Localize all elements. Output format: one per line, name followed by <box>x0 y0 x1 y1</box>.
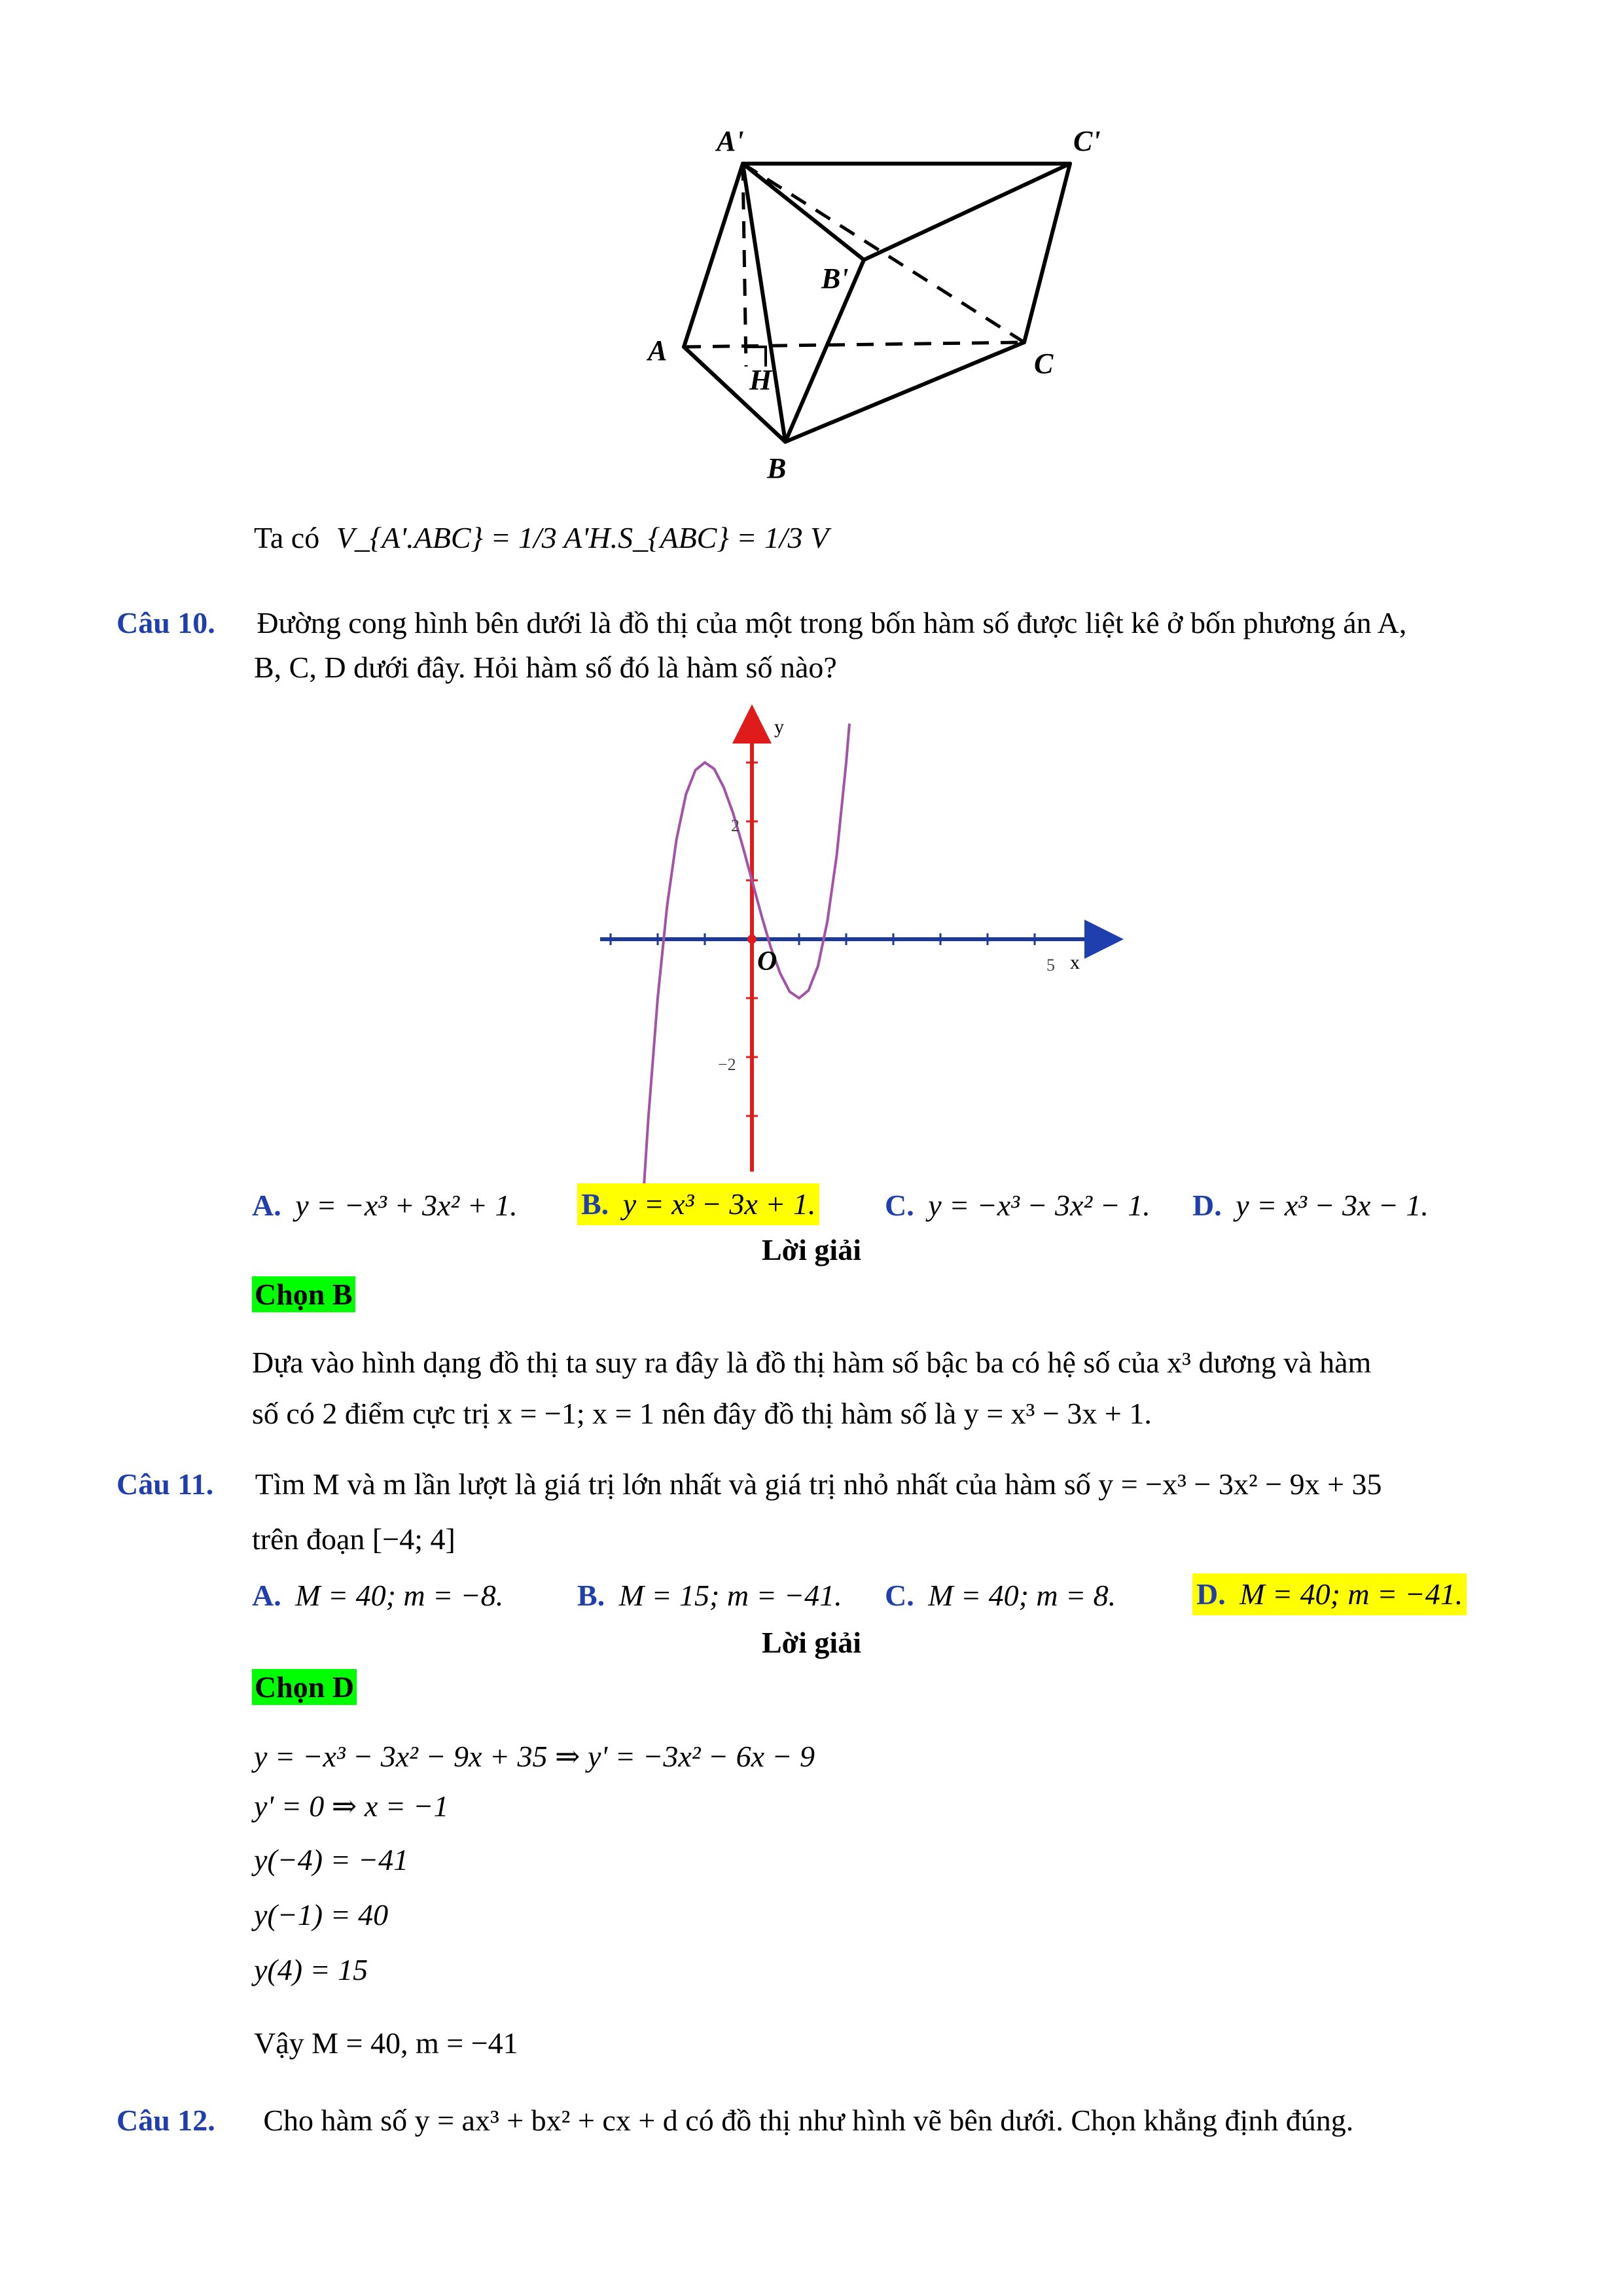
q12-line <box>116 2101 1353 2140</box>
q10-option-b[interactable] <box>577 1183 819 1225</box>
y-axis-label: y <box>774 716 784 738</box>
q11-option-c[interactable] <box>885 1576 1116 1615</box>
q11-label: Câu 11. <box>116 1467 214 1501</box>
q10-choice <box>252 1275 355 1314</box>
q10-option-a[interactable] <box>252 1186 518 1225</box>
q11-solution-title: Lời giải <box>762 1626 861 1659</box>
edge-cp-c <box>1024 164 1070 342</box>
label-B-prime: B' <box>821 262 849 295</box>
q11-option-b-label: B. <box>577 1579 605 1612</box>
x-axis-label: x <box>1070 952 1080 973</box>
q12-label: Câu 12. <box>116 2104 215 2137</box>
q11-text-line1: Tìm M và m lần lượt là giá trị lớn nhất và giá trị nhỏ nhất của hàm số y = −x³ − 3x² − 9x + 35 <box>255 1467 1382 1501</box>
q11-step-3: y(−4) = −41 <box>254 1843 409 1876</box>
label-A-prime: A' <box>717 125 744 157</box>
edge-a-c-dashed <box>684 342 1024 347</box>
q11-option-d[interactable] <box>1192 1573 1467 1615</box>
q11-choice <box>252 1668 357 1707</box>
q11-conclusion: Vậy M = 40, m = −41 <box>254 2026 518 2060</box>
q10-option-a-label: A. <box>252 1189 281 1222</box>
q12-text: Cho hàm số y = ax³ + bx² + cx + d có đồ thị như hình vẽ bên dưới. Chọn khẳng định đúng. <box>263 2104 1354 2137</box>
q10-choice-badge: Chọn B <box>252 1276 355 1312</box>
q10-option-c-text: y = −x³ − 3x² − 1. <box>928 1189 1150 1222</box>
volume-expression: V_{A'.ABC} = 1/3 A'H.S_{ABC} = 1/3 V <box>336 521 829 554</box>
q11-option-b[interactable] <box>577 1576 842 1615</box>
q10-explain-line2: số có 2 điểm cực trị x = −1; x = 1 nên đây đồ thị hàm số là y = x³ − 3x + 1. <box>252 1397 1152 1430</box>
q11-option-c-label: C. <box>885 1579 914 1612</box>
q11-step-1: y = −x³ − 3x² − 9x + 35 ⇒ y' = −3x² − 6x − 9 <box>254 1740 815 1773</box>
q11-option-a-label: A. <box>252 1579 281 1612</box>
q10-option-b-text: y = x³ − 3x + 1. <box>622 1187 816 1221</box>
tick-label-y-neg2: −2 <box>718 1055 736 1074</box>
edge-ap-a <box>684 164 743 347</box>
label-C: C <box>1034 348 1054 380</box>
q10-option-d[interactable] <box>1192 1186 1429 1225</box>
q10-line1 <box>116 603 1406 643</box>
q11-choice-badge: Chọn D <box>252 1669 357 1705</box>
origin-point <box>747 935 757 944</box>
q10-label: Câu 10. <box>116 606 215 639</box>
edge-ap-bp <box>743 164 864 260</box>
q10-text-line1: Đường cong hình bên dưới là đồ thị của một trong bốn hàm số được liệt kê ở bốn phương án A, <box>257 606 1407 639</box>
edge-ap-c-dashed <box>743 164 1024 342</box>
q10-option-d-label: D. <box>1192 1189 1222 1222</box>
q11-option-d-text: M = 40; m = −41. <box>1240 1577 1463 1611</box>
tick-label-x-5: 5 <box>1046 956 1055 975</box>
q10-option-c[interactable] <box>885 1186 1150 1225</box>
q11-option-a-text: M = 40; m = −8. <box>295 1579 504 1612</box>
q11-option-a[interactable] <box>252 1576 503 1615</box>
q10-option-d-text: y = x³ − 3x − 1. <box>1236 1189 1429 1222</box>
tick-label-y-2: 2 <box>731 816 740 835</box>
label-A: A <box>648 334 668 367</box>
origin-label: O <box>757 946 777 977</box>
q10-option-a-text: y = −x³ + 3x² + 1. <box>295 1189 518 1222</box>
q11-line1 <box>116 1465 1382 1504</box>
volume-formula <box>254 518 829 590</box>
label-C-prime: C' <box>1073 125 1101 157</box>
q11-step-4: y(−1) = 40 <box>254 1898 389 1931</box>
q11-step-2: y' = 0 ⇒ x = −1 <box>254 1789 449 1823</box>
label-H: H <box>749 364 772 396</box>
prism-figure <box>622 121 1145 488</box>
edge-bp-cp <box>864 164 1070 260</box>
label-B: B <box>767 452 787 484</box>
q10-option-c-label: C. <box>885 1189 914 1222</box>
q10-explain-line1: Dựa vào hình dạng đồ thị ta suy ra đây là đồ thị hàm số bậc ba có hệ số của x³ dương và hàm <box>252 1346 1372 1379</box>
q11-step-5: y(4) = 15 <box>254 1953 368 1986</box>
q10-option-b-label: B. <box>581 1187 609 1221</box>
q11-option-d-label: D. <box>1196 1577 1226 1611</box>
function-graph <box>592 700 1129 1185</box>
q10-solution-title: Lời giải <box>762 1233 861 1266</box>
q10-line2: B, C, D dưới đây. Hỏi hàm số đó là hàm số nào? <box>254 651 837 684</box>
q11-option-b-text: M = 15; m = −41. <box>618 1579 842 1612</box>
q11-line2: trên đoạn [−4; 4] <box>252 1522 455 1556</box>
cubic-curve <box>642 724 850 1185</box>
edge-ap-b <box>743 164 785 442</box>
volume-prefix: Ta có <box>254 521 320 554</box>
q11-option-c-text: M = 40; m = 8. <box>928 1579 1116 1612</box>
